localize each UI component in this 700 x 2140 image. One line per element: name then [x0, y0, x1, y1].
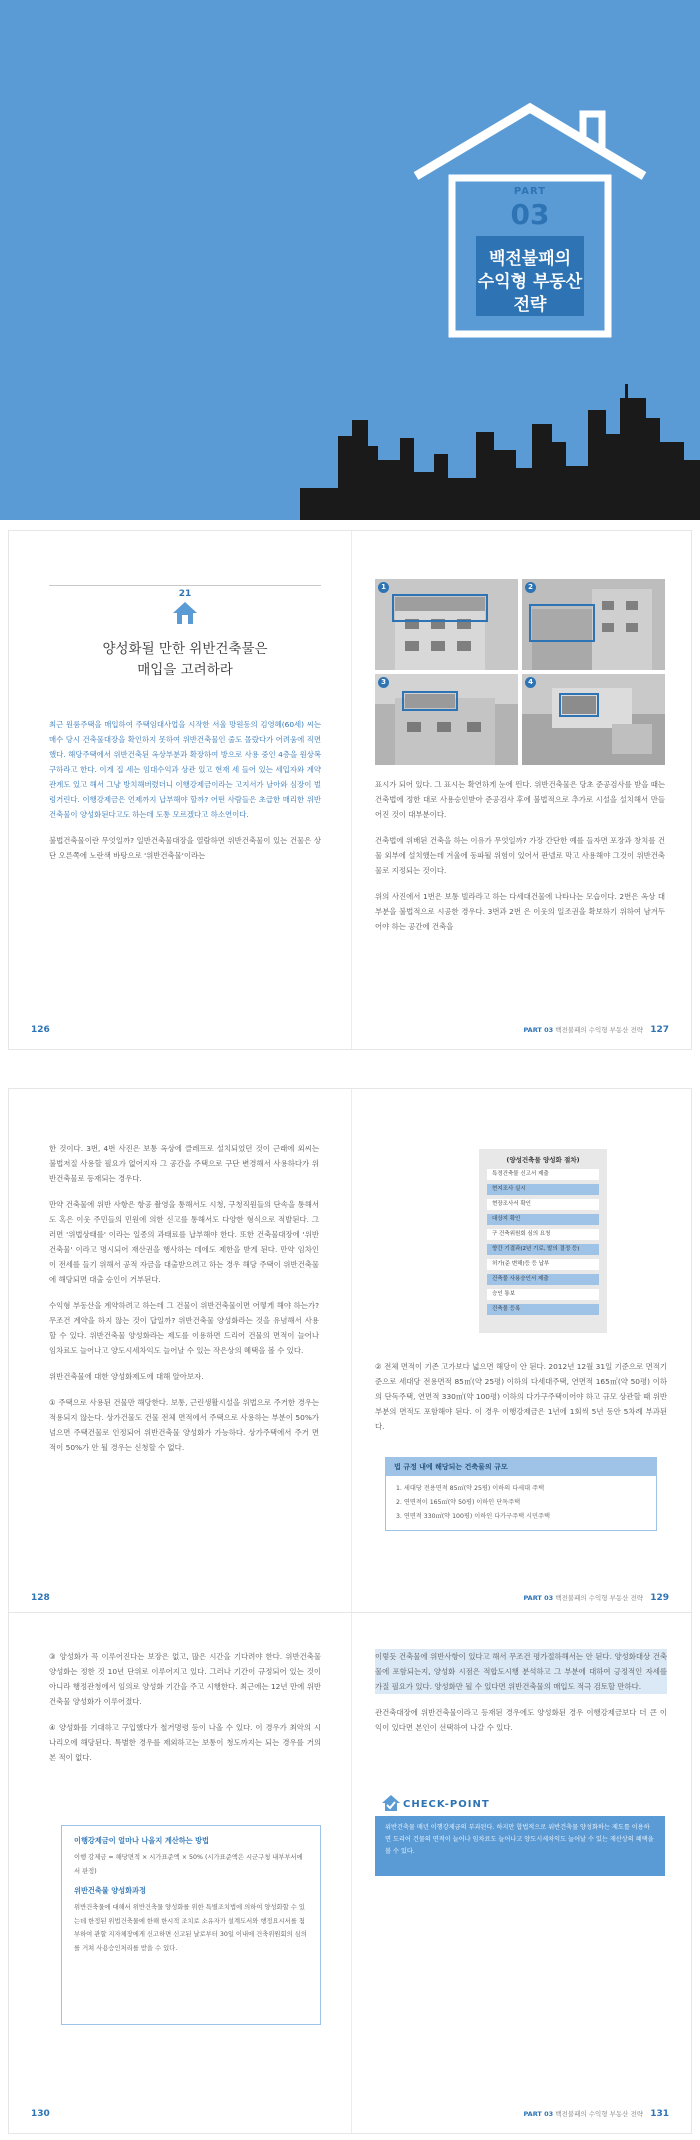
flowchart-title: (양성건축물 양성화 절차) [506, 1156, 580, 1164]
regulation-box [385, 1457, 657, 1531]
info-box-text: 위반건축물에 대해서 위반건축물 양성화를 위한 특별조치법에 의하여 양성화할 수 있는데 한정된 위법건축물에 한해 한시적 조치로 소유자가 설계도서와 행정요시서를 첨부하여 관할 지자체장에게 신고하면 신고된 날로부터 30일 이내에 건축위원회의 심의를 거쳐 사용승인처리를 받을 수 있다. [74, 1904, 307, 1952]
paragraph: ② 전체 면적이 기존 고가보다 넓으면 해당이 안 된다. 2012년 12월 31일 기준으로 면적기준으로 세대당 전용면적 85㎡(약 25평) 이하의 다세대주택, 연면적 165㎡(약 50평) 이하의 단독주택, 연면적 330㎡(약 100평) 이하의 다가구주택이어야 하고 규모 상관할 때 위반 부분의 면적도 포함해야 된다. 이 경우 이행강제금은 1년에 1회씩 5년 동안 5차례 부과된다. [375, 1362, 667, 1431]
regulation-item: 3. 연면적 330㎡(약 100평) 이하인 다가구주택 시민주택 [396, 1513, 550, 1520]
paragraph: 건축법에 위배된 건축을 하는 이유가 무엇일까? 가장 간단한 예를 들자면 포장과 창치를 건물 외부에 설치했는데 겨울에 동파될 위험이 있어서 판넬로 막고 사용해야 그것이 위반건축물로 지정되는 것이다. [375, 836, 666, 875]
procedure-flowchart [479, 1149, 607, 1333]
building-photo [375, 579, 518, 670]
right-column-text [375, 1359, 667, 1445]
paragraph: 불법건축물이란 무엇일까? 일반건축물대장을 열람하면 위반건축물이 있는 건물은 상단 오른쪽에 노란색 바탕으로 '위반건축물'이라는 [49, 836, 321, 860]
flow-step: 건축물 등록 [487, 1304, 599, 1315]
running-head: PART 03 백전불패의 수익형 부동산 전략 [523, 2110, 644, 2118]
paragraph: 만약 건축물에 위반 사항은 항공 촬영을 통해서도 시청, 구청직원들의 단속을 통해서도 혹은 이웃 주민들의 민원에 의한 신고를 통해서도 다양한 형식으로 적발된다. 그러면 '위법상태를' 이라는 일종의 과태료를 납부해야 한다. 또한 건축물대장에 '위반건축물' 이라고 명시되어 재산권을 행사하는 데에도 제한을 받게 된다. 만약 임차인이 전세를 들기 위해서 공적 자금을 대출받으려고 하는 경우 해당 주택이 위반건축물에 해당되면 대출 승인이 거부된다. [49, 1200, 319, 1284]
part-number: 03 [510, 198, 550, 231]
section-title: 양성화될 만한 위반건축물은 매입을 고려하라 [102, 641, 268, 678]
page-number-left: 126 [31, 1025, 50, 1035]
building-photo [375, 674, 518, 765]
paragraph: ① 주택으로 사용된 건물만 해당한다. 보통, 근린생활시설을 위법으로 주거한 경우는 적용되지 않는다. 상가건물도 건물 전체 면적에서 주택으로 사용하는 부분이 50%가 넘으면 주택건물로 인정되어 위반건축물 양성화가 가능하다. 상가주택에서 주거 면적이 50%가 안 될 경우는 신청할 수 없다. [49, 1398, 319, 1452]
flow-step: 허가(준 변해)등 등 납부 [487, 1259, 599, 1270]
running-head: PART 03 백전불패의 수익형 부동산 전략 [523, 1594, 644, 1602]
running-head: PART 03 백전불패의 수익형 부동산 전략 [523, 1026, 644, 1034]
title-rule [49, 585, 321, 586]
left-column-text [49, 1649, 321, 1776]
spread-pages-126-127 [8, 530, 692, 1050]
flow-step: 건축물 사용승인서 제출 [487, 1274, 599, 1285]
flow-step: 특정건축물 신고서 제출 [487, 1169, 599, 1180]
page-number-right: PART 03 백전불패의 수익형 부동산 전략 129 [523, 1593, 669, 1603]
right-column-text [375, 777, 665, 945]
regulation-item: 2. 연면적이 165㎡(약 50평) 이하인 단독주택 [396, 1499, 521, 1506]
building-photo [522, 674, 665, 765]
photo-number-badge: 1 [378, 582, 389, 593]
section-number: 21 [178, 589, 192, 599]
house-icon [172, 601, 198, 625]
page-number-right: PART 03 백전불패의 수익형 부동산 전략 131 [523, 2109, 669, 2119]
spread-pages-130-131 [8, 1612, 692, 2134]
cover-page [0, 0, 700, 520]
page-number-left: 128 [31, 1593, 50, 1603]
part-label: PART [513, 186, 547, 197]
paragraph: 위의 사진에서 1번은 보통 빌라라고 하는 다세대건물에 나타나는 모습이다. 2번은 옥상 대부분을 불법적으로 시공한 경우다. 3번과 2번 은 이웃의 일조권을 확보하기 위하여 남겨두어야 하는 공간에 건축을 [375, 892, 665, 931]
paragraph: 한 것이다. 3번, 4번 사진은 보통 옥상에 클레프로 설치되었던 것이 근래에 외씨는 불법저질 사용할 필요가 없어지자 그 공간을 주택으로 구단 변경해서 사용하다가 위반건축물로 등재되는 경우다. [49, 1144, 319, 1183]
checkpoint-box: 위반건축물 매년 이행강제금의 부과된다. 하지만 합법적으로 위반건축물 양성화하는 제도를 이용하면 도리어 건물의 면적이 늘어나 임차료도 늘어나고 양도시세차익도 늘어날 수 있는 재산상의 혜택을 볼 수 있다. [375, 1816, 665, 1876]
page-number-left: 130 [31, 2109, 50, 2119]
photo-number-badge: 4 [525, 677, 536, 688]
left-column-text [49, 717, 321, 874]
paragraph: 표시가 되어 있다. 그 표시는 확연하게 눈에 띈다. 위반건축물은 당초 준공검사를 받을 때는 건축법에 정한 대로 사용승인받아 준공검사 후에 불법적으로 추가로 시설을 설치해서 만들어진 것이 대부분이다. [375, 780, 665, 819]
page-number-right: PART 03 백전불패의 수익형 부동산 전략 127 [523, 1025, 669, 1035]
flow-step: 구 건축위원회 심의 요청 [487, 1229, 599, 1240]
regulation-item: 1. 세대당 전용면적 85㎡(약 25평) 이하의 다세대 주택 [396, 1485, 545, 1492]
spread-pages-128-129 [8, 1088, 692, 1618]
checkpoint-house-icon [381, 1794, 401, 1812]
paragraph: 수익형 부동산을 계약하려고 하는데 그 건물이 위반건축물이면 어떻게 해야 하는가? 무조건 계약을 하지 않는 것이 답일까? 위반건축물 양성화라는 것을 유념해서 사용할 수 있다. 위반건축물 양성화라는 제도를 이용하면 드리어 건물의 면적이 늘어나 임차료도 늘어나고 양도시세차익도 늘어날 수 있는 작은상의 혜택을 볼 수 있다. [49, 1301, 319, 1355]
photo-number-badge: 2 [525, 582, 536, 593]
info-box [61, 1825, 321, 2025]
photo-number-badge: 3 [378, 677, 389, 688]
paragraph: ③ 양성화가 꼭 이루어진다는 보장은 없고, 많은 시간을 기다려야 한다. 위반건축물 양성화는 정한 것 10년 단위로 이루어지고 있다. 그러나 기간이 규정되어 있는 것이 아니라 행정관청에서 임의로 양성화 기간을 주고 시행한다. 최근에는 12년 만에 위반건축물 양성화가 이루어졌다. [49, 1652, 321, 1706]
info-box-title: 위반건축물 양성화과정 [74, 1886, 146, 1895]
info-box-title: 이행강제금이 얼마나 나올지 계산하는 방법 [74, 1836, 209, 1845]
flow-step: 현장조사서 확인 [487, 1199, 599, 1210]
regulation-box-title: 법 규정 내에 해당되는 건축물의 규모 [386, 1458, 656, 1476]
right-column-text [375, 1649, 667, 1746]
flow-step: 대상지 확인 [487, 1214, 599, 1225]
paragraph: ④ 양성화를 기대하고 구입했다가 철거명령 등이 나올 수 있다. 이 경우가 최악의 시나리오에 해당된다. 특별한 경우를 제외하고는 보통이 청도까지는 되는 경우를 거의 본 적이 없다. [49, 1723, 321, 1762]
building-photo [522, 579, 665, 670]
part-title: 백전불패의 수익형 부동산 전략 [477, 249, 583, 315]
paragraph: 최근 원룸주택을 매입하여 주택임대사업을 시작한 서울 망원동의 김영혜(60세) 씨는 매수 당시 건축물대장을 확인하지 못하여 위반건축물인 줄도 몰랐다가 어려움에 직면했다. 해당주택에서 위반건축된 옥상부분과 확장하여 방으로 사용 중인 4층을 원상복구하라고 한다. 이게 집 세는 임대수익과 상관 있고 현재 세 들어 있는 세입자와 계약관계도 있고 해서 그냥 방치해버렸더니 이행강제금이라는 고지서가 날아와 심장이 벌렁거린다. 이행강제금은 언제까지 납부해야 할까? 어떤 사람들은 초급한 매리한 위반건축물이 양성화된다고도 하는데 도통 모르겠다고 하소연이다. [49, 720, 321, 819]
info-box-text: 이행 강제금 = 해당면적 × 시가표준액 × 50% (시가표준액은 시군구청 내부부서에서 판정) [74, 1854, 303, 1875]
flow-step: 향간 기결과(2년 기로, 발의 결정 등) [487, 1244, 599, 1255]
flow-step: 현지조사 실시 [487, 1184, 599, 1195]
paragraph: 이렇듯 건축물에 위반사항이 있다고 해서 무조건 평가절하해서는 안 된다. 양성화대상 건축물에 포함되는지, 양성화 시점은 적합도시행 분석하고 그 부분에 대하여 긍정적인 자세를 가질 필요가 있다. 양성화만 될 수 있다면 위반건축물의 매입도 적극 검토할 만하다. [375, 1649, 667, 1694]
checkpoint-label: CHECK-POINT [403, 1799, 490, 1810]
checkpoint-header [381, 1794, 490, 1814]
flow-step: 승인 통보 [487, 1289, 599, 1300]
paragraph: 위반건축물에 대한 양성화제도에 대해 알아보자. [49, 1372, 204, 1381]
left-column-text [49, 1141, 319, 1466]
building-photo-grid [375, 579, 665, 765]
city-skyline-illustration [0, 380, 700, 520]
paragraph: 관건축대장에 위반건축물이라고 등재된 경우에도 양성화된 경우 이행강제금보다 더 큰 이익이 있다면 본인이 선택하여 나갈 수 있다. [375, 1708, 667, 1732]
